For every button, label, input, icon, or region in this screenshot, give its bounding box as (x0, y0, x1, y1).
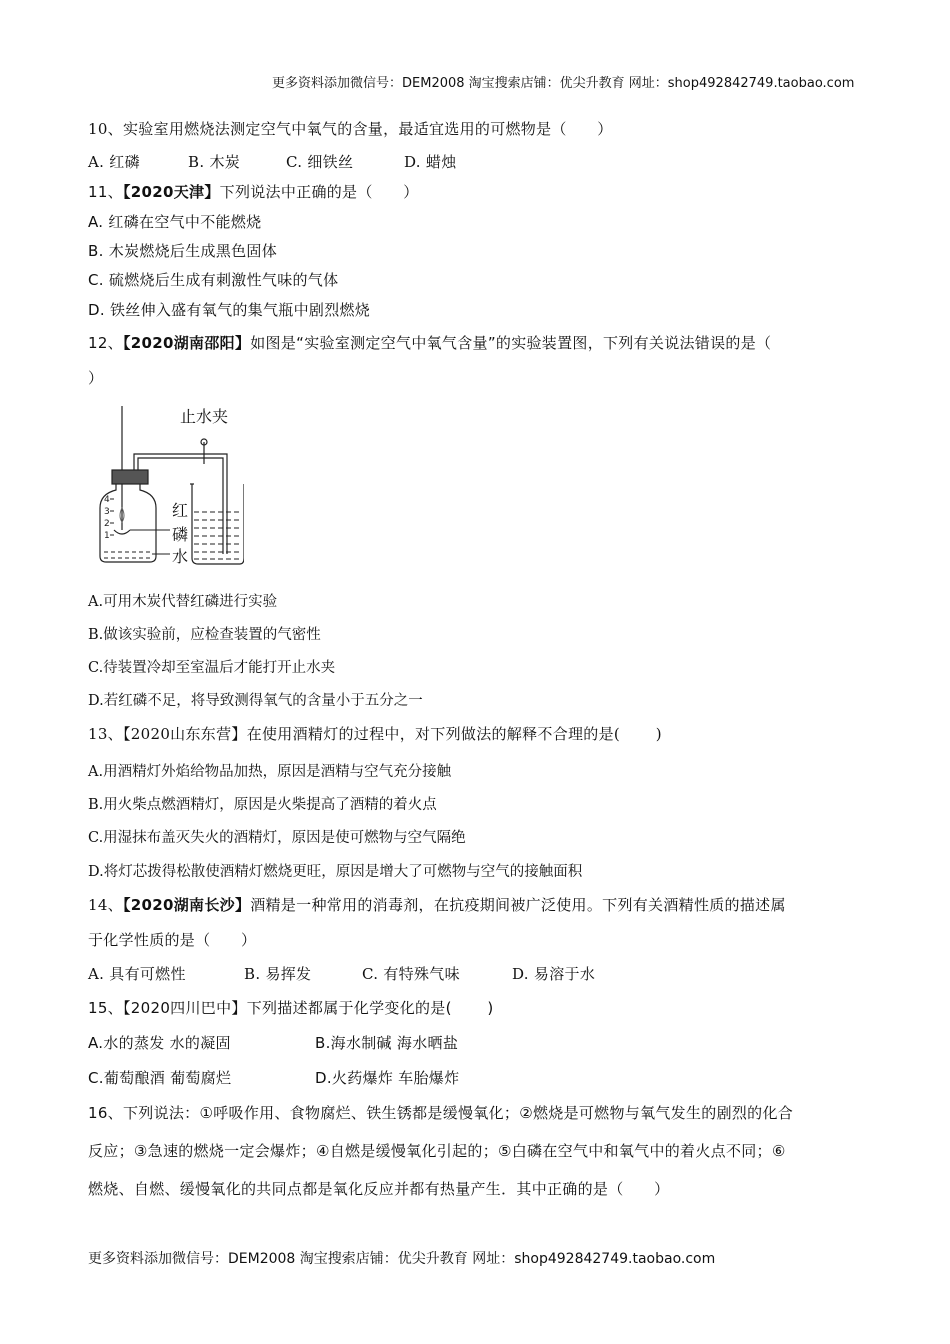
q16-line-2: 反应；③急速的燃烧一定会爆炸；④自燃是缓慢氧化引起的；⑤白磷在空气中和氧气中的着火点不同；⑥ (88, 1142, 786, 1160)
q13-stem-text: 在使用酒精灯的过程中，对下列做法的解释不合理的是( ) (246, 725, 662, 743)
q10-option-b: B. 木炭 (188, 153, 241, 171)
q13-stem (88, 723, 662, 744)
scale-label-2: 2 (104, 519, 110, 529)
q15-option-d: D.火药爆炸 车胎爆炸 (315, 1069, 460, 1087)
q14-stem (88, 894, 786, 915)
q10-options (88, 151, 588, 173)
q11-source: 【2020天津】 (123, 183, 220, 201)
q14-option-b: B. 易挥发 (244, 965, 312, 983)
q10-option-d: D. 蜡烛 (404, 153, 457, 171)
q15-option-a: A.水的蒸发 水的凝固 (88, 1034, 231, 1052)
q12-source: 【2020湖南邵阳】 (123, 334, 251, 352)
q11-option-d: D. 铁丝伸入盛有氧气的集气瓶中剧烈燃烧 (88, 301, 371, 319)
q14-option-d: D. 易溶于水 (512, 965, 596, 983)
q10-stem: 10、实验室用燃烧法测定空气中氧气的含量，最适宜选用的可燃物是（ ） (88, 120, 613, 138)
q11-option-b: B. 木炭燃烧后生成黑色固体 (88, 242, 278, 260)
q14-option-c: C. 有特殊气味 (362, 965, 460, 983)
q13-option-a: A.用酒精灯外焰给物品加热，原因是酒精与空气充分接触 (88, 764, 452, 780)
scale-label-1: 1 (104, 531, 110, 541)
q12-option-d: D.若红磷不足，将导致测得氧气的含量小于五分之一 (88, 693, 423, 709)
q15-stem (88, 997, 494, 1018)
page-footer: 更多资料添加微信号：DEM2008 淘宝搜索店铺：优尖升教育 网址：shop492842749.taobao.com (88, 1251, 716, 1267)
q15-source: 【2020四川巴中】 (123, 999, 247, 1017)
page-header: 更多资料添加微信号：DEM2008 淘宝搜索店铺：优尖升教育 网址：shop492842749.taobao.com (272, 76, 855, 91)
q12-number: 12、 (88, 334, 123, 352)
q14-stem-continued: 于化学性质的是（ ） (88, 931, 257, 949)
q15-stem-text: 下列描述都属于化学变化的是( ) (246, 999, 494, 1017)
q13-option-c: C.用湿抹布盖灭失火的酒精灯，原因是使可燃物与空气隔绝 (88, 830, 466, 846)
q11-option-a: A. 红磷在空气中不能燃烧 (88, 213, 262, 231)
clamp-label: 止水夹 (180, 407, 229, 426)
q14-stem-text: 酒精是一种常用的消毒剂，在抗疫期间被广泛使用。下列有关酒精性质的描述属 (250, 896, 786, 914)
q16-line-3: 燃烧、自燃、缓慢氧化的共同点都是氧化反应并都有热量产生．其中正确的是（ ） (88, 1180, 670, 1198)
q13-number: 13、 (88, 725, 123, 743)
q14-options (88, 963, 648, 985)
oxygen-experiment-diagram (94, 404, 244, 576)
q12-stem (88, 332, 771, 353)
phosphorus-label-1: 红 (172, 501, 189, 520)
q11-stem-text: 下列说法中正确的是（ ） (219, 183, 419, 201)
water-label: 水 (172, 547, 189, 566)
q12-stem-continued: ） (88, 369, 104, 387)
q12-option-b: B.做该实验前，应检查装置的气密性 (88, 627, 321, 643)
q11-number: 11、 (88, 183, 123, 201)
q10-option-c: C. 细铁丝 (286, 153, 354, 171)
q10-option-a: A. 红磷 (88, 153, 140, 171)
scale-label-4: 4 (104, 495, 110, 505)
q12-option-c: C.待装置冷却至室温后才能打开止水夹 (88, 660, 336, 676)
q15-number: 15、 (88, 999, 123, 1017)
scale-label-3: 3 (104, 507, 110, 517)
q14-number: 14、 (88, 896, 123, 914)
q13-option-b: B.用火柴点燃酒精灯，原因是火柴提高了酒精的着火点 (88, 797, 437, 813)
q15-option-c: C.葡萄酿酒 葡萄腐烂 (88, 1069, 232, 1087)
q13-source: 【2020山东东营】 (123, 725, 247, 743)
q14-option-a: A. 具有可燃性 (88, 965, 186, 983)
q11-option-c: C. 硫燃烧后生成有刺激性气味的气体 (88, 271, 339, 289)
q15-option-b: B.海水制碱 海水晒盐 (315, 1034, 459, 1052)
phosphorus-label-2: 磷 (172, 525, 189, 544)
q13-option-d: D.将灯芯拨得松散使酒精灯燃烧更旺，原因是增大了可燃物与空气的接触面积 (88, 864, 583, 880)
q16-line-1: 16、下列说法：①呼吸作用、食物腐烂、铁生锈都是缓慢氧化；②燃烧是可燃物与氧气发生的剧烈的化合 (88, 1104, 794, 1122)
q12-option-a: A.可用木炭代替红磷进行实验 (88, 594, 278, 610)
q11-stem (88, 181, 419, 202)
q14-source: 【2020湖南长沙】 (123, 896, 251, 914)
q12-stem-text: 如图是“实验室测定空气中氧气含量”的实验装置图，下列有关说法错误的是（ (250, 334, 772, 352)
